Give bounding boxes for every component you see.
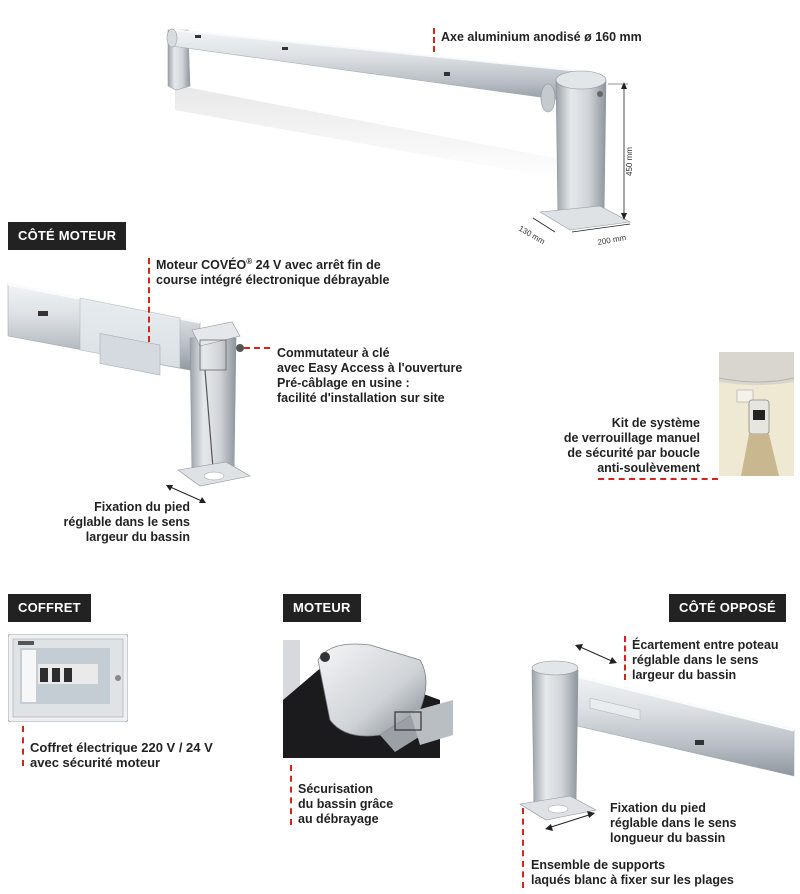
opposite-foot-line1: Fixation du pied	[610, 801, 706, 815]
opposite-foot-line2: réglable dans le sens	[610, 816, 737, 830]
dim-width-label: 200 mm	[596, 233, 627, 247]
supports-line2: laqués blanc à fixer sur les plages	[531, 873, 734, 887]
kit-leader	[598, 478, 718, 480]
moteur-caption	[298, 782, 393, 827]
motor-caption-line1	[156, 258, 389, 273]
coffret-line1: Coffret électrique 220 V / 24 V	[30, 740, 213, 755]
switch-line3: Pré-câblage en usine :	[277, 376, 410, 390]
axle-leader	[433, 28, 435, 52]
moteur-leader	[290, 765, 292, 825]
kit-line1: Kit de système	[611, 416, 700, 430]
supports-caption	[531, 858, 734, 888]
axle-label: Axe aluminium anodisé ø 160 mm	[441, 30, 642, 44]
kit-line4: anti-soulèvement	[597, 461, 700, 475]
spacing-line3: largeur du bassin	[632, 668, 737, 682]
motor-foot-line2: réglable dans le sens	[63, 515, 190, 529]
tag-coffret: COFFRET	[8, 594, 91, 622]
spacing-caption	[632, 638, 779, 683]
coffret-photo	[8, 634, 128, 722]
spacing-leader	[624, 636, 626, 680]
moteur-line3: au débrayage	[298, 812, 379, 826]
tag-cote-moteur: CÔTÉ MOTEUR	[8, 222, 126, 250]
coffret-drawing	[8, 634, 128, 722]
motor-leader	[148, 258, 150, 342]
kit-line2: de verrouillage manuel	[563, 431, 700, 445]
switch-line2: avec Easy Access à l'ouverture	[277, 361, 463, 375]
kit-photo	[719, 352, 794, 476]
switch-leader	[244, 347, 270, 349]
opposite-foot-line3: longueur du bassin	[610, 831, 726, 845]
coffret-caption	[30, 740, 213, 770]
motor-caption-line2: course intégré électronique débrayable	[156, 273, 390, 287]
motor-foot-line3: largeur du bassin	[85, 530, 190, 544]
motor-spec: 24 V avec arrêt fin de	[252, 258, 381, 272]
axle-caption	[441, 30, 642, 45]
spacing-line2: réglable dans le sens	[632, 653, 759, 667]
moteur-line1: Sécurisation	[298, 782, 374, 796]
moteur-line2: du bassin grâce	[298, 797, 394, 811]
kit-line3: de sécurité par boucle	[567, 446, 700, 460]
spacing-line1: Écartement entre poteau	[632, 638, 779, 652]
tag-moteur: MOTEUR	[283, 594, 361, 622]
coffret-line2: avec sécurité moteur	[30, 755, 161, 770]
dim-height-label: 450 mm	[625, 147, 634, 176]
tag-cote-oppose: CÔTÉ OPPOSÉ	[669, 594, 786, 622]
switch-caption	[277, 346, 462, 406]
dim-depth-label: 130 mm	[517, 223, 547, 247]
motor-caption	[156, 258, 389, 288]
kit-photo-drawing	[719, 352, 794, 476]
switch-line1: Commutateur à clé	[277, 346, 390, 360]
kit-caption	[540, 416, 700, 476]
supports-line1: Ensemble de supports	[531, 858, 666, 872]
registered-mark: ®	[246, 256, 253, 266]
opposite-foot-caption	[610, 801, 736, 846]
coffret-leader	[22, 726, 24, 766]
motor-foot-line1: Fixation du pied	[94, 500, 190, 514]
switch-line4: facilité d'installation sur site	[277, 391, 445, 405]
supports-leader	[522, 808, 524, 888]
motor-foot-caption	[18, 500, 190, 545]
motor-name: Moteur COVÉO	[156, 258, 247, 272]
